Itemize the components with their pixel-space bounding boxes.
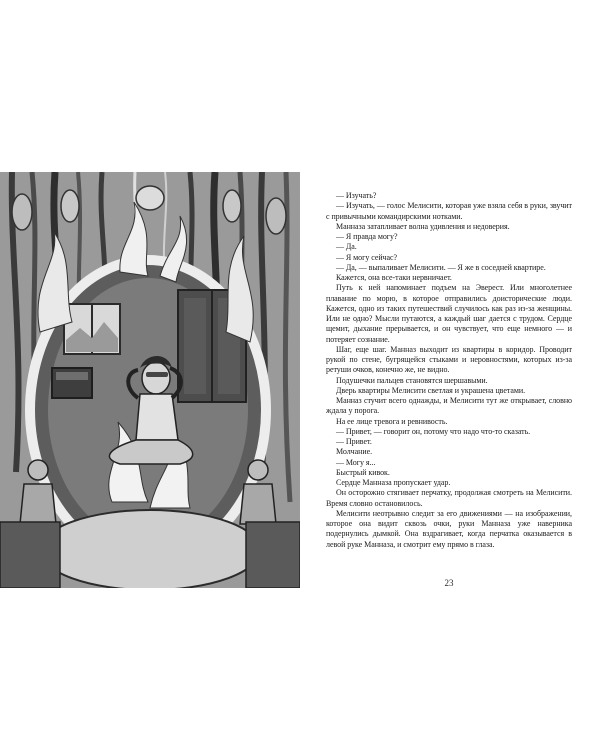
text-paragraph: Подушечки пальцев становятся шершавыми. (336, 375, 488, 385)
text-paragraph: Он осторожно стягивает перчатку, продолжая смотреть на Мелисити. Время словно остановилось. (326, 488, 572, 508)
text-paragraph: — Да. (336, 242, 357, 252)
illustration-artwork (0, 172, 300, 588)
text-paragraph: — Привет, — говорит он, потому что надо что-то сказать. (336, 426, 531, 436)
text-paragraph: — Да, — выпаливает Мелисити. — Я же в соседней квартире. (336, 262, 546, 272)
floor-platform (40, 510, 260, 588)
text-paragraph: Мелисити неотрывно следит за его движениями — на изображении, которое она видит сквозь очки, руки Манназа уже наверника подернулись дымкой. Она вздрагивает, когда перчатка оказывается в левой руке Манназа, и смотрит ему прямо в глаза. (326, 508, 572, 549)
machinery-left (0, 522, 60, 588)
text-paragraph: — Я правда могу? (336, 232, 398, 241)
text-paragraph: — Изучать, — голос Мелисити, которая уже взяла себя в руки, звучит с привычными командирскими нотками. (326, 201, 572, 221)
text-paragraph: Манназ стучит всего однажды, и Мелисити тут же открывает, словно ждала у порога. (326, 396, 572, 416)
machinery-right (246, 522, 300, 588)
text-paragraph: — Могу я... (336, 457, 376, 467)
text-paragraph: Путь к ней напоминает подъем на Эверест. Или многолетнее плавание по морю, в которое отправились доисторические люди. Кажется, одно из таких путешествий случилось как раз из-за женщины. Или не одно? Мысли путаются, а каждый шаг дается с трудом. Сердце щемит, дыхание прерывается, и он чувствует, что еще немного — и потеряет сознание. (326, 283, 572, 344)
text-paragraph: — Изучать? (336, 191, 377, 200)
text-paragraph: Быстрый кивок. (336, 467, 390, 477)
machine-console (52, 368, 92, 398)
room-window (64, 304, 120, 354)
text-paragraph: Сердце Манназа пропускает удар. (336, 478, 451, 487)
page-number: 23 (444, 578, 454, 588)
text-paragraph: — Я могу сейчас? (336, 252, 398, 262)
text-paragraph: На ее лице тревога и ревнивость. (336, 416, 448, 426)
text-paragraph: — Привет. (336, 437, 372, 446)
text-paragraph: Молчание. (336, 447, 373, 457)
text-paragraph: Кажется, она все-таки нервничает. (336, 273, 452, 282)
text-page (326, 191, 572, 550)
text-paragraph: Дверь квартиры Мелисити светлая и украшена цветами. (336, 385, 526, 395)
illustration (0, 172, 300, 588)
text-paragraph: Манназа затапливает волна удивления и недоверия. (336, 221, 510, 231)
text-paragraph: Шаг, еще шаг. Манназ выходит из квартиры в коридор. Проводит рукой по стене, бугрящейся стыками и неровностями, которых из-за ретуши очков, конечно же, не видно. (326, 344, 572, 375)
